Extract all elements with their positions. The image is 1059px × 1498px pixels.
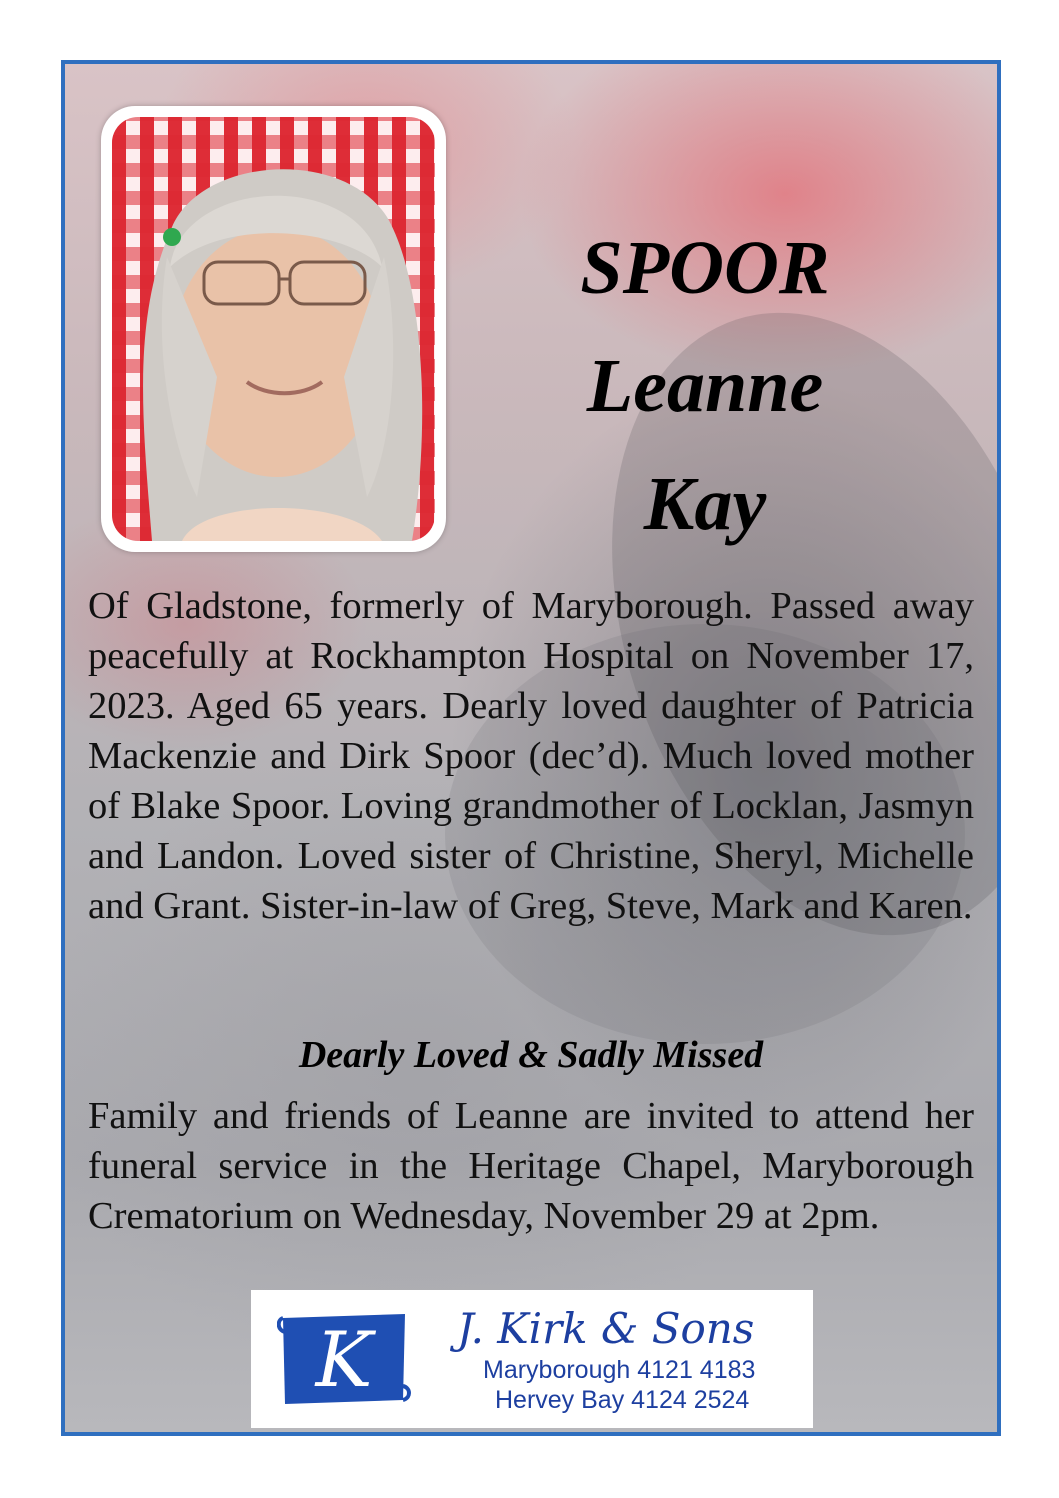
biography-text: Of Gladstone, formerly of Maryborough. Passed away peacefully at Rockhampton Hospital on November 17, 2023. Aged 65 years. Dearly loved daughter of Patricia Mackenzie and Dirk Spoor (dec’d). Much loved mother of Blake Spoor. Loving grandmother of Locklan, Jasmyn and Landon. Loved sister of Christine, Sheryl, Michelle and Grant. Sister-in-law of Greg, Steve, Mark and Karen.: [88, 585, 974, 927]
deceased-name: [515, 209, 895, 563]
portrait-image: [112, 117, 435, 541]
phone-maryborough: Maryborough 4121 4183: [483, 1356, 756, 1384]
funeral-director-logo: [251, 1290, 813, 1428]
firm-name: J. Kirk & Sons: [457, 1304, 755, 1353]
portrait-photo: [101, 106, 446, 552]
given-name: Leanne: [586, 344, 824, 428]
surname: SPOOR: [580, 226, 830, 310]
service-details: Family and friends of Leanne are invited to attend her funeral service in the Heritage Chapel, Maryborough Crematorium on Wednesday, November 29 at 2pm.: [88, 1095, 974, 1237]
phone-hervey-bay: Hervey Bay 4124 2524: [495, 1386, 750, 1414]
monogram-scroll-icon: [277, 1308, 411, 1410]
middle-name: Kay: [643, 462, 767, 546]
tagline: Dearly Loved & Sadly Missed: [298, 1034, 764, 1076]
monogram-letter: K: [315, 1315, 373, 1404]
notice-frame: [61, 60, 1001, 1436]
